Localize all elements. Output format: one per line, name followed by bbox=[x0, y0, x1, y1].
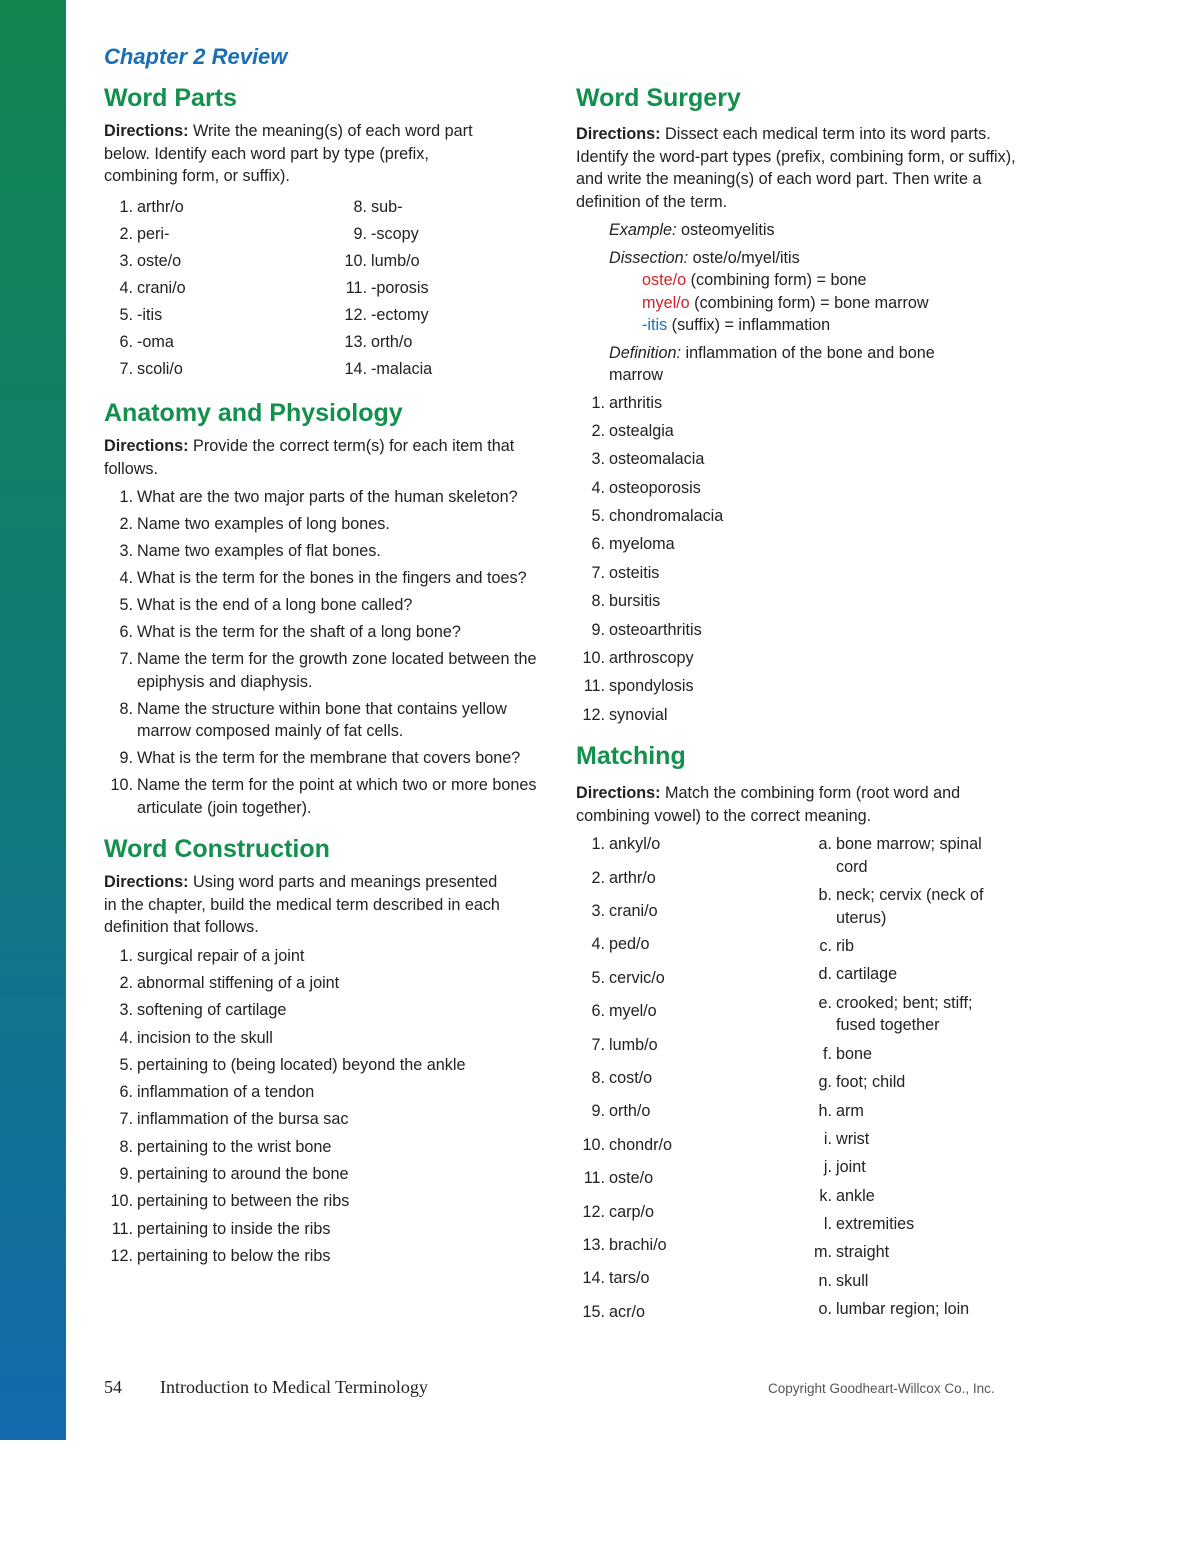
list-item: 4. crani/o bbox=[119, 278, 186, 297]
list-item: 2. abnormal stiffening of a joint bbox=[119, 973, 340, 992]
list-item: 4. ped/o bbox=[591, 935, 650, 954]
word-parts-section bbox=[104, 82, 544, 383]
list-item: 7. inflammation of the bursa sac bbox=[119, 1110, 349, 1129]
list-item: 12. -ectomy bbox=[344, 305, 429, 324]
list-item: 14. tars/o bbox=[582, 1269, 650, 1288]
list-item: 1. ankyl/o bbox=[591, 835, 661, 854]
list-item: 2. peri- bbox=[119, 224, 170, 243]
list-item: 4. incision to the skull bbox=[119, 1028, 273, 1047]
dissection-part: myel/o (combining form) = bone marrow bbox=[642, 293, 929, 312]
matching-section bbox=[576, 740, 1026, 1334]
list-item: 11. pertaining to inside the ribs bbox=[111, 1219, 331, 1238]
list-item: 2. arthr/o bbox=[591, 868, 656, 887]
right-column bbox=[576, 82, 1026, 1334]
list-item: 9. What is the term for the membrane that covers bone? bbox=[119, 749, 521, 768]
list-item: 4. osteoporosis bbox=[591, 478, 701, 497]
list-item: 3. crani/o bbox=[591, 902, 658, 921]
list-item: e. crooked; bent; stiff; fused together bbox=[818, 993, 973, 1035]
list-item: 9. orth/o bbox=[591, 1102, 651, 1121]
list-item: o. lumbar region; loin bbox=[818, 1300, 970, 1319]
list-item: 5. chondromalacia bbox=[591, 507, 724, 526]
list-item: g. foot; child bbox=[818, 1073, 906, 1092]
anatomy-section bbox=[104, 397, 544, 819]
list-item: i. wrist bbox=[823, 1129, 870, 1148]
construction-section bbox=[104, 833, 544, 1267]
book-title: Introduction to Medical Terminology bbox=[160, 1377, 428, 1397]
list-item: 8. Name the structure within bone that contains yellow marrow composed mainly of fat cells. bbox=[119, 699, 507, 741]
list-item: 1. arthritis bbox=[591, 393, 663, 412]
list-item: 12. synovial bbox=[582, 705, 668, 724]
list-item: 10. Name the term for the point at which two or more bones articulate (join together). bbox=[110, 776, 537, 817]
list-item: m. straight bbox=[814, 1243, 890, 1262]
construction-list bbox=[104, 945, 544, 1268]
word-parts-list bbox=[104, 194, 544, 384]
list-item: 5. -itis bbox=[119, 305, 163, 324]
decorative-side-bar bbox=[0, 0, 66, 1440]
list-item: 8. pertaining to the wrist bone bbox=[119, 1137, 332, 1156]
matching-heading: Matching bbox=[576, 742, 686, 771]
list-item: 2. Name two examples of long bones. bbox=[119, 515, 390, 534]
anatomy-heading: Anatomy and Physiology bbox=[104, 399, 403, 428]
chapter-title: Chapter 2 Review bbox=[104, 44, 288, 69]
list-item: 8. cost/o bbox=[591, 1069, 653, 1088]
list-item: 11. oste/o bbox=[583, 1169, 654, 1188]
list-item: 11. spondylosis bbox=[583, 677, 694, 696]
list-item: n. skull bbox=[818, 1271, 869, 1290]
dissection-part: oste/o (combining form) = bone bbox=[642, 271, 867, 289]
list-item: 7. osteitis bbox=[591, 563, 660, 582]
example-line: Example: osteomyelitis bbox=[609, 221, 775, 239]
list-item: 1. arthr/o bbox=[119, 197, 184, 216]
left-column bbox=[104, 82, 544, 1272]
surgery-heading: Word Surgery bbox=[576, 84, 741, 112]
list-item: a. bone marrow; spinal cord bbox=[818, 835, 982, 876]
list-item: 3. oste/o bbox=[119, 251, 182, 270]
list-item: 6. myel/o bbox=[591, 1002, 657, 1021]
list-item: 7. lumb/o bbox=[591, 1035, 658, 1054]
list-item: h. arm bbox=[818, 1101, 864, 1120]
list-item: 5. What is the end of a long bone called? bbox=[119, 596, 413, 615]
surgery-list bbox=[576, 392, 1026, 727]
list-item: l. extremities bbox=[823, 1215, 915, 1234]
word-parts-heading: Word Parts bbox=[104, 84, 237, 112]
construction-heading: Word Construction bbox=[104, 835, 330, 864]
matching-directions: Directions: Match the combining form (root word and combining vowel) to the correct meaning. bbox=[576, 784, 961, 825]
list-item: k. ankle bbox=[819, 1186, 875, 1205]
list-item: 15. acr/o bbox=[582, 1302, 645, 1321]
list-item: 3. osteomalacia bbox=[591, 450, 705, 469]
list-item: 13. brachi/o bbox=[582, 1235, 667, 1254]
list-item: 7. scoli/o bbox=[119, 360, 183, 379]
list-item: 1. surgical repair of a joint bbox=[119, 946, 305, 965]
list-item: 6. -oma bbox=[119, 333, 174, 352]
list-item: c. rib bbox=[819, 937, 854, 956]
surgery-directions: Directions: Dissect each medical term into its word parts. Identify the word-part types (prefix, combining form, or suffix), and write the meaning(s) of each word part. Then write a definition of the term. bbox=[576, 125, 1016, 211]
list-item: 4. What is the term for the bones in the fingers and toes? bbox=[119, 569, 527, 588]
anatomy-list bbox=[104, 486, 542, 819]
list-item: 3. softening of cartilage bbox=[119, 1001, 287, 1020]
list-item: 10. lumb/o bbox=[344, 251, 420, 270]
list-item: 8. bursitis bbox=[591, 592, 661, 611]
list-item: 5. pertaining to (being located) beyond the ankle bbox=[119, 1055, 466, 1074]
list-item: 9. -scopy bbox=[353, 224, 419, 243]
list-item: 11. -porosis bbox=[345, 278, 429, 297]
list-item: 12. pertaining to below the ribs bbox=[110, 1246, 331, 1265]
list-item: b. neck; cervix (neck of uterus) bbox=[818, 886, 984, 927]
matching-table bbox=[576, 833, 1026, 1334]
list-item: 5. cervic/o bbox=[591, 968, 665, 987]
list-item: 9. pertaining to around the bone bbox=[119, 1165, 349, 1184]
page-number: 54 bbox=[104, 1377, 122, 1397]
list-item: 13. orth/o bbox=[344, 333, 413, 352]
matching-right-list bbox=[808, 833, 1008, 1334]
word-parts-directions: Directions: Write the meaning(s) of each word part below. Identify each word part by type (prefix, combining form, or suffix). bbox=[104, 122, 473, 185]
matching-left-list bbox=[576, 833, 808, 1334]
list-item: 2. ostealgia bbox=[591, 421, 674, 440]
surgery-example bbox=[576, 219, 1026, 387]
list-item: 7. Name the term for the growth zone located between the epiphysis and diaphysis. bbox=[119, 650, 537, 691]
list-item: 1. What are the two major parts of the human skeleton? bbox=[119, 488, 518, 507]
list-item: 8. sub- bbox=[353, 197, 403, 216]
list-item: d. cartilage bbox=[818, 965, 898, 984]
list-item: 6. myeloma bbox=[591, 535, 675, 554]
anatomy-directions: Directions: Provide the correct term(s) for each item that follows. bbox=[104, 437, 515, 478]
list-item: 12. carp/o bbox=[582, 1202, 654, 1221]
list-item: j. joint bbox=[823, 1158, 866, 1177]
list-item: 9. osteoarthritis bbox=[591, 620, 702, 639]
definition-line: Definition: inflammation of the bone and bone marrow bbox=[609, 343, 935, 384]
list-item: 10. arthroscopy bbox=[582, 649, 694, 668]
list-item: 6. What is the term for the shaft of a long bone? bbox=[119, 623, 461, 642]
surgery-section bbox=[576, 82, 1026, 726]
dissection-line: Dissection: oste/o/myel/itis bbox=[609, 248, 800, 267]
list-item: 3. Name two examples of flat bones. bbox=[119, 542, 381, 561]
list-item: 10. pertaining to between the ribs bbox=[110, 1192, 350, 1211]
copyright-notice: Copyright Goodheart-Willcox Co., Inc. bbox=[768, 1381, 995, 1396]
list-item: 14. -malacia bbox=[344, 360, 433, 379]
list-item: 6. inflammation of a tendon bbox=[119, 1083, 315, 1102]
list-item: 10. chondr/o bbox=[582, 1135, 672, 1154]
list-item: f. bone bbox=[823, 1044, 873, 1063]
construction-directions: Directions: Using word parts and meanings presented in the chapter, build the medical term described in each definition that follows. bbox=[104, 873, 500, 937]
dissection-part: -itis (suffix) = inflammation bbox=[642, 316, 831, 334]
